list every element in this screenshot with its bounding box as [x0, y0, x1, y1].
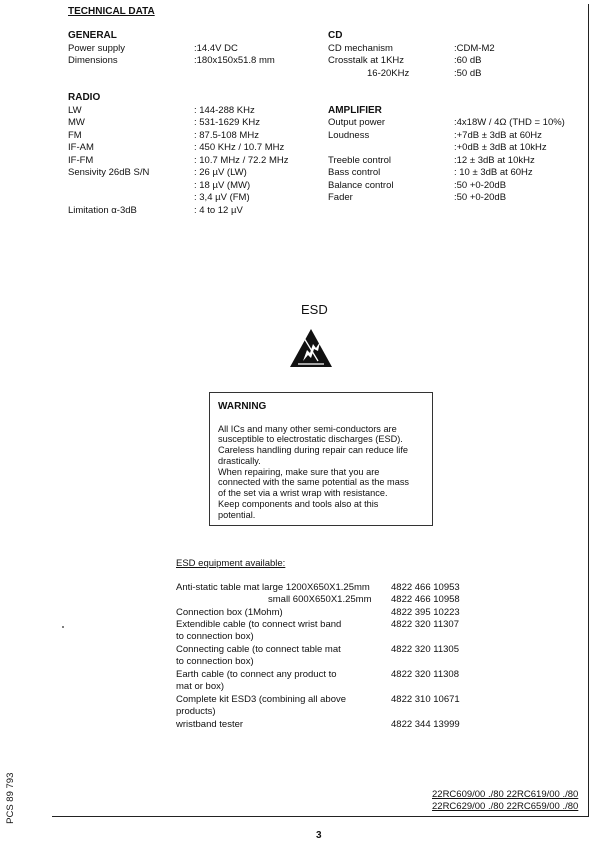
- stray-mark: [62, 626, 64, 628]
- spec-label: IF-FM: [68, 155, 94, 166]
- spec-value: :+7dB ± 3dB at 60Hz: [454, 130, 542, 141]
- spec-label: Crosstalk at 1KHz: [328, 55, 405, 66]
- radio-heading: RADIO: [68, 92, 101, 103]
- spec-value: :12 ± 3dB at 10kHz: [454, 155, 535, 166]
- esd-heading: ESD: [301, 302, 328, 317]
- equipment-heading: ESD equipment available:: [176, 558, 286, 569]
- spec-value: :50 +0-20dB: [454, 192, 507, 203]
- spec-label: Power supply: [68, 43, 126, 54]
- spec-value: : 10.7 MHz / 72.2 MHz: [194, 155, 289, 166]
- model-numbers-line-1: 22RC609/00 ./80 22RC619/00 ./80: [432, 789, 579, 800]
- spec-value: : 450 KHz / 10.7 MHz: [194, 142, 285, 153]
- equipment-item: Anti-static table mat large 1200X650X1.25mm: [176, 582, 370, 593]
- equipment-item: products): [176, 706, 216, 717]
- warning-line: potential.: [218, 509, 256, 520]
- warning-line: susceptible to electrostatic discharges (ESD).: [218, 434, 403, 445]
- general-heading: GENERAL: [68, 30, 117, 41]
- spec-value: :4x18W / 4Ω (THD = 10%): [454, 117, 565, 128]
- spec-label: Bass control: [328, 167, 381, 178]
- warning-line: When repairing, make sure that you are: [218, 466, 380, 477]
- spec-label: Output power: [328, 117, 386, 128]
- equipment-code: 4822 466 10953: [391, 582, 460, 593]
- spec-label: Balance control: [328, 180, 394, 191]
- page-title: TECHNICAL DATA: [68, 6, 155, 17]
- spec-label: Sensivity 26dB S/N: [68, 167, 150, 178]
- spec-value: :+0dB ± 3dB at 10kHz: [454, 142, 547, 153]
- equipment-item: mat or box): [176, 681, 225, 692]
- spec-value: : 26 µV (LW): [194, 167, 247, 178]
- equipment-code: 4822 395 10223: [391, 607, 460, 618]
- spec-label: FM: [68, 130, 82, 141]
- equipment-code: 4822 344 13999: [391, 719, 460, 730]
- spec-label: Treeble control: [328, 155, 392, 166]
- equipment-item: to connection box): [176, 631, 254, 642]
- spec-value: : 3,4 µV (FM): [194, 192, 250, 203]
- esd-warning-icon: [289, 328, 333, 373]
- spec-value: :60 dB: [454, 55, 482, 66]
- equipment-item: Earth cable (to connect any product to: [176, 669, 337, 680]
- spec-label: Loudness: [328, 130, 370, 141]
- side-code: PCS 89 793: [4, 772, 16, 824]
- equipment-code: 4822 320 11307: [391, 619, 459, 630]
- spec-label: IF-AM: [68, 142, 94, 153]
- spec-label: Fader: [328, 192, 353, 203]
- equipment-item: wristband tester: [176, 719, 244, 730]
- spec-value: :180x150x51.8 mm: [194, 55, 275, 66]
- equipment-code: 4822 310 10671: [391, 694, 460, 705]
- page-number: 3: [316, 830, 322, 841]
- equipment-item: Connection box (1Mohm): [176, 607, 283, 618]
- spec-value: : 531-1629 KHz: [194, 117, 261, 128]
- spec-label: 16-20KHz: [367, 68, 410, 79]
- warning-line: Careless handling during repair can reduce life: [218, 445, 408, 456]
- equipment-item: Extendible cable (to connect wrist band: [176, 619, 342, 630]
- spec-value: :14.4V DC: [194, 43, 238, 54]
- spec-value: : 10 ± 3dB at 60Hz: [454, 167, 533, 178]
- spec-value: : 4 to 12 µV: [194, 205, 243, 216]
- model-numbers-line-2: 22RC629/00 ./80 22RC659/00 ./80: [432, 801, 579, 812]
- amplifier-heading: AMPLIFIER: [328, 105, 382, 116]
- spec-value: : 87.5-108 MHz: [194, 130, 259, 141]
- warning-box: [209, 392, 433, 526]
- warning-line: Keep components and tools also at this: [218, 499, 379, 510]
- spec-label: CD mechanism: [328, 43, 393, 54]
- warning-line: connected with the same potential as the mass: [218, 477, 410, 488]
- equipment-code: 4822 466 10958: [391, 594, 460, 605]
- spec-label: Limitation α-3dB: [68, 205, 137, 216]
- spec-value: :50 +0-20dB: [454, 180, 507, 191]
- spec-label: MW: [68, 117, 85, 128]
- equipment-item: Connecting cable (to connect table mat: [176, 644, 341, 655]
- spec-value: :CDM-M2: [454, 43, 495, 54]
- equipment-item: small 600X650X1.25mm: [268, 594, 372, 605]
- warning-line: of the set via a wrist wrap with resistance.: [218, 488, 388, 499]
- spec-label: LW: [68, 105, 82, 116]
- spec-value: :50 dB: [454, 68, 482, 79]
- spec-value: : 18 µV (MW): [194, 180, 251, 191]
- warning-line: drastically.: [218, 455, 261, 466]
- equipment-code: 4822 320 11308: [391, 669, 459, 680]
- equipment-code: 4822 320 11305: [391, 644, 459, 655]
- spec-label: Dimensions: [68, 55, 118, 66]
- equipment-item: Complete kit ESD3 (combining all above: [176, 694, 347, 705]
- warning-title: WARNING: [218, 401, 267, 412]
- equipment-item: to connection box): [176, 656, 254, 667]
- warning-line: All ICs and many other semi-conductors are: [218, 423, 397, 434]
- spec-value: : 144-288 KHz: [194, 105, 255, 116]
- cd-heading: CD: [328, 30, 343, 41]
